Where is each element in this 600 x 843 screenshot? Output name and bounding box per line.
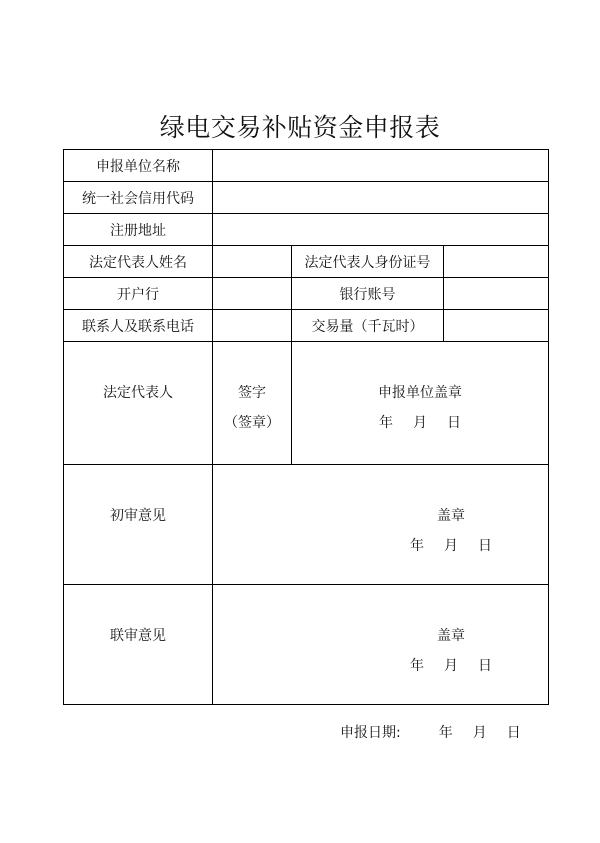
date-year-label: 年 <box>379 415 393 431</box>
initial-review-area[interactable] <box>213 465 549 585</box>
applicant-name-label: 申报单位名称 <box>64 150 213 182</box>
row-legal-rep <box>64 246 549 278</box>
joint-review-stamp <box>371 625 531 675</box>
legal-rep-name-label: 法定代表人姓名 <box>64 246 213 278</box>
legal-rep-id-field[interactable] <box>444 246 549 278</box>
date-month-label: 月 <box>472 725 487 741</box>
subsidy-application-form <box>63 149 549 705</box>
initial-review-stamp <box>371 505 531 555</box>
sign-label: 签字 <box>238 385 266 401</box>
row-initial-review <box>64 465 549 585</box>
row-bank <box>64 278 549 310</box>
signature-box[interactable] <box>213 342 292 465</box>
date-month-label: 月 <box>444 538 458 554</box>
bank-field[interactable] <box>213 278 292 310</box>
legal-rep-signature-label-cell <box>64 342 213 465</box>
row-signature <box>64 342 549 465</box>
row-credit-code <box>64 182 549 214</box>
date-day-label: 日 <box>447 415 461 431</box>
initial-review-label: 初审意见 <box>110 508 166 524</box>
date-day-label: 日 <box>478 538 492 554</box>
initial-review-stamp-label: 盖章 <box>437 508 465 524</box>
date-year-label: 年 <box>410 538 424 554</box>
applicant-stamp-area[interactable] <box>292 342 549 465</box>
applicant-name-field[interactable] <box>213 150 549 182</box>
bank-label: 开户行 <box>64 278 213 310</box>
credit-code-label: 统一社会信用代码 <box>64 182 213 214</box>
applicant-stamp-label: 申报单位盖章 <box>378 385 462 401</box>
joint-review-label: 联审意见 <box>110 628 166 644</box>
account-label: 银行账号 <box>292 278 444 310</box>
joint-review-label-cell <box>64 585 213 705</box>
legal-rep-name-field[interactable] <box>213 246 292 278</box>
credit-code-field[interactable] <box>213 182 549 214</box>
date-year-label: 年 <box>410 658 424 674</box>
address-label: 注册地址 <box>64 214 213 246</box>
row-contact <box>64 310 549 342</box>
date-year-label: 年 <box>438 725 453 741</box>
volume-label: 交易量（千瓦时） <box>292 310 444 342</box>
form-title: 绿电交易补贴资金申报表 <box>159 113 441 142</box>
row-applicant-name <box>64 150 549 182</box>
volume-field[interactable] <box>444 310 549 342</box>
application-date <box>340 722 521 742</box>
joint-review-area[interactable] <box>213 585 549 705</box>
legal-rep-signature-label: 法定代表人 <box>103 385 173 401</box>
joint-review-stamp-label: 盖章 <box>437 628 465 644</box>
account-field[interactable] <box>444 278 549 310</box>
applicant-stamp-date <box>292 412 548 432</box>
seal-label: （签章） <box>224 415 280 431</box>
contact-label: 联系人及联系电话 <box>64 310 213 342</box>
row-address <box>64 214 549 246</box>
initial-review-label-cell <box>64 465 213 585</box>
date-month-label: 月 <box>444 658 458 674</box>
date-day-label: 日 <box>506 725 521 741</box>
application-date-label: 申报日期: <box>340 725 401 741</box>
date-day-label: 日 <box>478 658 492 674</box>
applicant-stamp <box>292 382 548 432</box>
joint-review-date <box>371 655 531 675</box>
date-month-label: 月 <box>413 415 427 431</box>
initial-review-date <box>371 535 531 555</box>
row-joint-review <box>64 585 549 705</box>
contact-field[interactable] <box>213 310 292 342</box>
legal-rep-id-label: 法定代表人身份证号 <box>292 246 444 278</box>
address-field[interactable] <box>213 214 549 246</box>
